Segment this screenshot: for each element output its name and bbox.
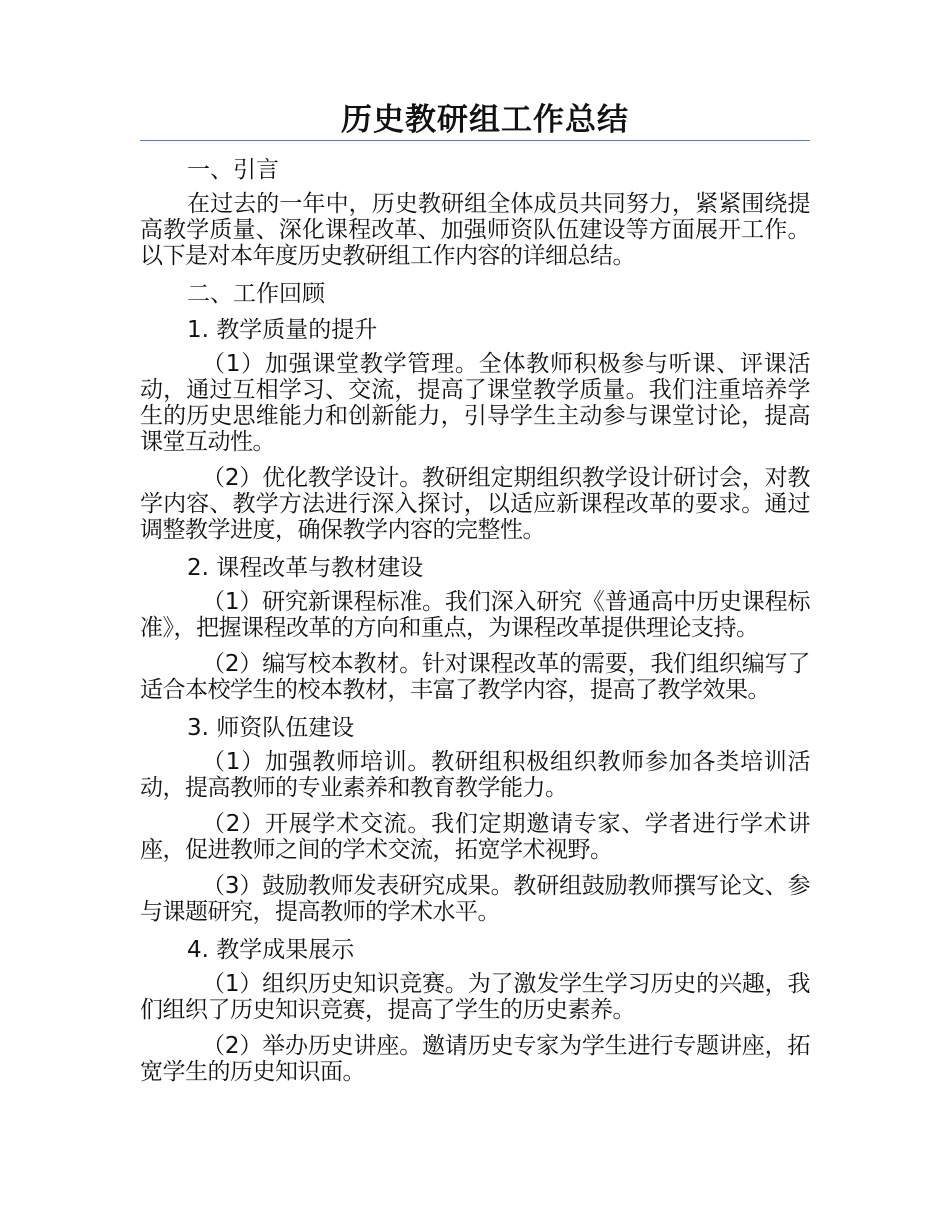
document-title: 历史教研组工作总结 (341, 102, 629, 138)
section-heading-intro: 一、引言 (187, 157, 279, 183)
paragraph-teaching-design: （2）优化教学设计。教研组定期组织教学设计研讨会，对教学内容、教学方法进行深入探讨，以适应新课程改革的要求。通过调整教学进度，确保教学内容的完整性。 (140, 465, 810, 543)
paragraph-knowledge-contest: （1）组织历史知识竞赛。为了激发学生学习历史的兴趣，我们组织了历史知识竞赛，提高了学生的历史素养。 (140, 971, 810, 1023)
subheading-teaching-results: 4. 教学成果展示 (187, 937, 355, 963)
paragraph-history-lecture: （2）举办历史讲座。邀请历史专家为学生进行专题讲座，拓宽学生的历史知识面。 (140, 1033, 810, 1085)
paragraph-curriculum-standard: （1）研究新课程标准。我们深入研究《普通高中历史课程标准》，把握课程改革的方向和重点，为课程改革提供理论支持。 (140, 589, 810, 641)
subheading-teaching-quality: 1. 教学质量的提升 (187, 317, 378, 343)
paragraph-research-output: （3）鼓励教师发表研究成果。教研组鼓励教师撰写论文、参与课题研究，提高教师的学术水平。 (140, 873, 810, 925)
section-heading-review: 二、工作回顾 (187, 281, 325, 307)
subheading-curriculum-reform: 2. 课程改革与教材建设 (187, 555, 424, 581)
paragraph-school-textbook: （2）编写校本教材。针对课程改革的需要，我们组织编写了适合本校学生的校本教材，丰富了教学内容，提高了教学效果。 (140, 651, 810, 703)
paragraph-teacher-training: （1）加强教师培训。教研组积极组织教师参加各类培训活动，提高教师的专业素养和教育教学能力。 (140, 749, 810, 801)
paragraph-academic-exchange: （2）开展学术交流。我们定期邀请专家、学者进行学术讲座，促进教师之间的学术交流，拓宽学术视野。 (140, 811, 810, 863)
subheading-teacher-team: 3. 师资队伍建设 (187, 715, 355, 741)
intro-paragraph: 在过去的一年中，历史教研组全体成员共同努力，紧紧围绕提高教学质量、深化课程改革、加强师资队伍建设等方面展开工作。以下是对本年度历史教研组工作内容的详细总结。 (140, 191, 810, 269)
document-page (140, 100, 810, 1095)
title-underline (140, 140, 810, 141)
paragraph-classroom-management: （1）加强课堂教学管理。全体教师积极参与听课、评课活动，通过互相学习、交流，提高了课堂教学质量。我们注重培养学生的历史思维能力和创新能力，引导学生主动参与课堂讨论，提高课堂互动性。 (140, 351, 810, 455)
